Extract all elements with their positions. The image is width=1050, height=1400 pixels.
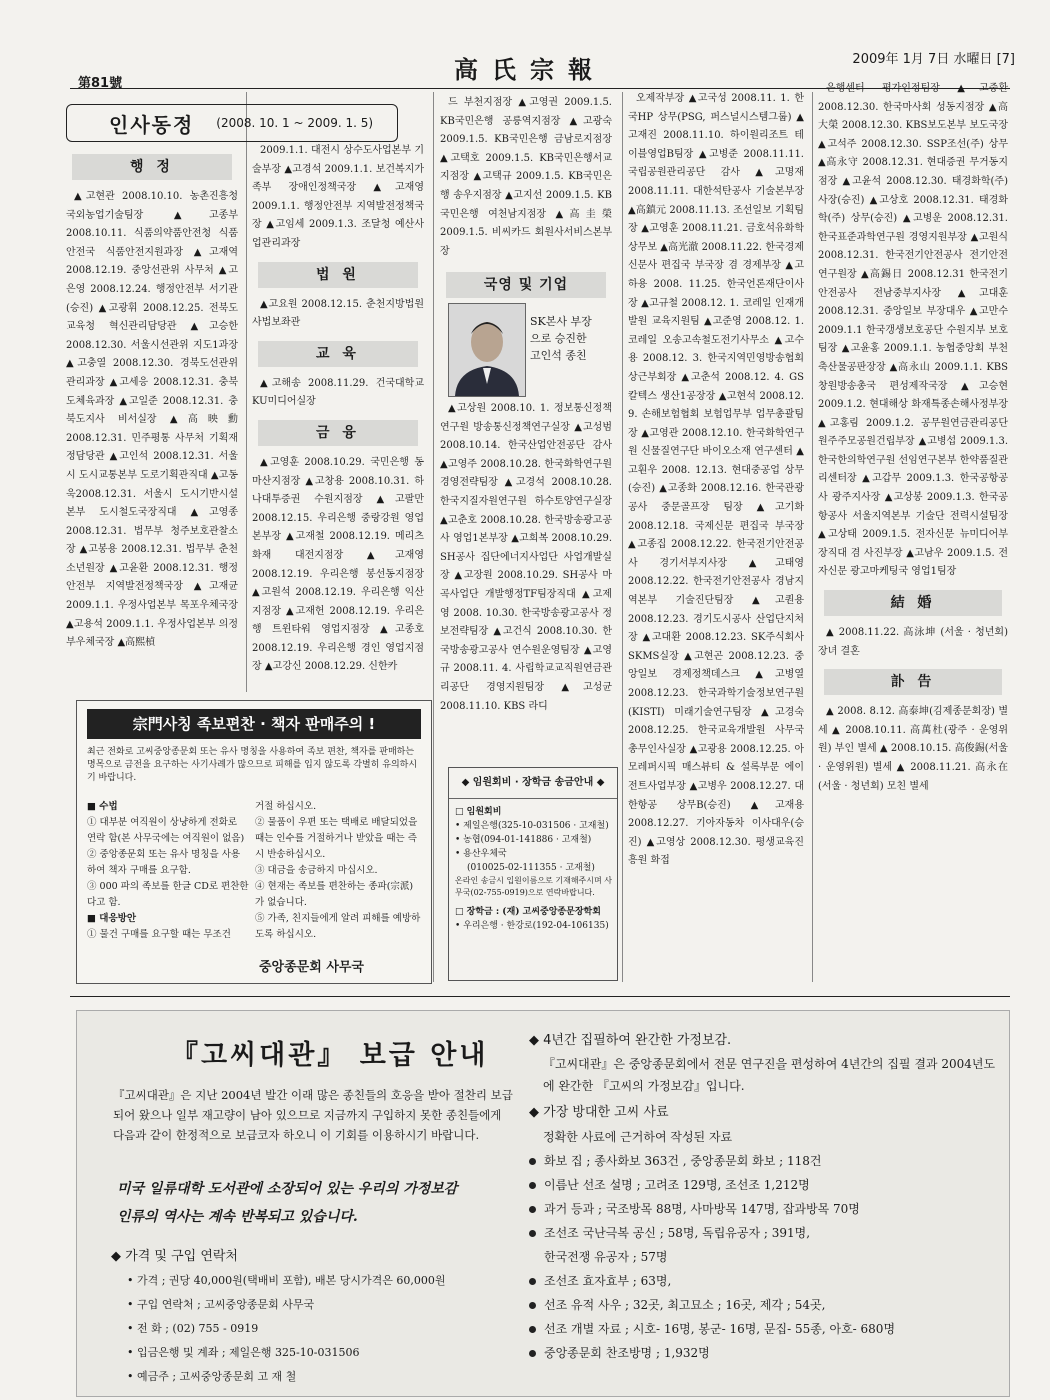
payment-title: ◆ 임원회비 · 장학금 송금안내 ◆: [449, 768, 617, 799]
column-2: [252, 142, 424, 694]
ad-feature-text: 정확한 사료에 근거하여 작성된 자료: [543, 1130, 733, 1144]
ad-bullet: 선조 유적 사우 ; 32곳, 최고묘소 ; 16곳, 제각 ; 54곳,: [529, 1293, 999, 1317]
column-5: [818, 80, 1008, 980]
warning-item: ② 물품이 우편 또는 택배로 배달되었을 때는 인수를 거절하거나 받았을 때는 즉시 반송하십시오.: [255, 817, 418, 860]
ad-price-item: • 전 화 ; (02) 755 - 0919: [127, 1322, 259, 1335]
ad-price-heading: ◆ 가격 및 구입 연락처: [111, 1249, 238, 1264]
admin-text-cont: 2009.1.1. 대전시 상수도사업본부 기술부장 ▲고경석 2009.1.1. 보건복지가족부 장애인정책국장 ▲고재영 2009.1.1. 행정안전부 지역발전정책국장 ▲고임세 2009.1.3. 조달청 예산사업관리과장: [252, 145, 424, 249]
payment-dues-heading: □ 임원회비: [455, 807, 502, 817]
ad-price-list: [127, 1269, 547, 1389]
column-1: [66, 146, 238, 694]
warning-title: 宗門사칭 족보편찬 · 책자 판매주의 !: [87, 709, 421, 739]
bullet-icon: [529, 1206, 536, 1213]
ad-bullet: 조선조 효자효부 ; 63명,: [529, 1269, 999, 1293]
column-3-top: [440, 94, 612, 274]
warning-signature: 중앙종문회 사무국: [259, 960, 364, 975]
ad-bullet: 선조 개별 자료 ; 시호- 16명, 봉군- 16명, 문집- 55종, 아호- 680명: [529, 1317, 999, 1341]
ad-feature-text: 『고씨대관』은 중앙종문회에서 전문 연구진을 편성하여 4년간의 집필 결과 2004년도에 완간한 『고씨의 가정보감』입니다.: [543, 1057, 996, 1093]
payment-line: • 제일은행(325-10-031506 · 고재철): [455, 821, 609, 831]
warning-left-column: [87, 799, 249, 943]
public-text-cont: 오제작부장 ▲고국성 2008.11. 1. 한국HP 상무(PSG, 퍼스널시스템그룹) ▲고재진 2008.11.10. 하이원리조트 테이블영업B팀장 ▲고병준 2008.11.11. 국립공원관리공단 감사 ▲고명재 2008.11.11. 대한석탄공사 기술본부장 ▲高鎮元 2008.11.13. 조선일보 기획팀장 ▲고영훈 2008.11.21. 금호석유화학 상무보 ▲高光澈 2008.11.22. 한국경제신문사 편집국 부국장 겸 경제부장 ▲고하용 2008. 11.25. 한국언론재단이사장 ▲고규철 2008.12. 1. 코레일 인재개발원 교육지원팀 ▲고준영 2008.12. 1. 코레일 오송고속철도전기사무소 ▲고수용 2008.12. 3. 한국지역민영방송협회 상근부회장 ▲고춘석 2008.12. 4. GS칼텍스 생산1공장장 ▲고현석 2008.12. 9. 손해보험협회 보험업무부 업무총괄팀장 ▲고영관 2008.12.10. 한국화학연구원 신물질연구단 바이오소재 연구센터 ▲고훤우 2008. 12.13. 현대중공업 상무(승진) ▲고종화 2008.12.16. 한국관광공사 중문골프장 팀장 ▲고기화 2008.12.18. 국제신문 편집국 부국장 ▲고종집 2008.12.22. 한국전기안전공사 경기서부지사장 ▲고태영 2008.12.22. 한국전기안전공사 경남지역본부 기술진단팀장 ▲고퀀용 2008.12.23. 경기도시공사 산업단지처장 ▲고대환 2008.12.23. SK주식회사 SKMS실장 ▲고현곤 2008.12.23. 중앙일보 경제정책데스크 ▲고병열 2008.12.23. 한국과학기술정보연구원(KISTI) 미래기술연구팀장 ▲고경숙 2008.12.25. 한국교육개발원 사무국 총무인사실장 ▲고광용 2008.12.25. 아모레퍼시픽 매스뷰티 & 설록부문 에이전트사업부장 ▲고병우 2008.12.27. 대한항공 상무B(승진) ▲고재용 2008.12.27. 기아자동차 이사대우(승진) ▲고영상 2008.12.30. 평생교육진흥원 화접: [628, 93, 804, 867]
bullet-icon: [529, 1278, 536, 1285]
payment-line: • 농협(094-01-141886 · 고재철): [455, 835, 592, 845]
ad-slogan-line: 인류의 역사는 계속 반복되고 있습니다.: [117, 1209, 358, 1225]
column-divider: [622, 92, 623, 982]
warning-item: ③ 대금을 송금하지 마십시오.: [255, 865, 378, 876]
book-advertisement: [76, 1010, 1010, 1397]
ad-bullet: 중앙종문회 찬조방명 ; 1,932명: [529, 1341, 999, 1365]
bullet-icon: [529, 1158, 536, 1165]
ad-bullet: 화보 집 ; 종사화보 363건 , 중앙종문회 화보 ; 118건: [529, 1149, 999, 1173]
court-text: ▲고요원 2008.12.15. 춘천지방법원 사법보좌관: [252, 298, 424, 329]
column-divider: [812, 92, 813, 982]
payment-info-box: [448, 767, 618, 981]
section-public: 국영 및 기업: [446, 272, 606, 298]
edu-text: ▲고해송 2008.11.29. 건국대학교 KU미디어실장: [252, 377, 424, 408]
column-3: [440, 400, 612, 760]
personnel-title-box: [66, 104, 398, 142]
ad-slogan-line: 미국 일류대학 도서관에 소장되어 있는 우리의 가정보감: [117, 1181, 458, 1197]
warning-method-heading: ■ 수법: [87, 801, 118, 812]
column-divider: [246, 92, 247, 692]
warning-item: ⑤ 가족, 친지들에게 알려 피해를 예방하도록 하십시오.: [255, 913, 421, 940]
section-court: 법 원: [258, 262, 418, 288]
ad-price-item: • 구입 연락처 ; 고씨중앙종문회 사무국: [127, 1298, 315, 1311]
obituary-text: ▲ 2008. 8.12. 高泰坤(김제종문회장) 별세 ▲ 2008.10.11. 高萬杜(광주 · 운영위원) 부인 별세 ▲ 2008.10.15. 高俊錫(서울 · 운영위원) 별세 ▲ 2008.11.21. 高永在(서울 · 청년회) 모친 별세: [818, 706, 1008, 792]
issue-number: 第81號: [78, 76, 123, 91]
public-text: ▲고상원 2008.10. 1. 정보통신정책연구원 방송통신정책연구실장 ▲고성범 2008.10.14. 한국산업안전공단 감사 ▲고영주 2008.10.28. 한국화학연구원 경영전략팀장 ▲고경석 2008.10.28. 한국지질자원연구원 하수토양연구실장 ▲고춘호 2008.10.28. 한국방송광고공사 영업1본부장 ▲고희복 2008.10.29. SH공사 집단에너지사업단 사업개발실장 ▲고장원 2008.10.29. SH공사 마곡사업단 개발행정TF팀장직대 ▲고제영 2008. 10.30. 한국방송광고공사 정보전략팀장 ▲고건식 2008.10.30. 한국방송광고공사 연수원운영팀장 ▲고영규 2008.11. 4. 사립학교교직원연금관리공단 경영지원팀장 ▲고성균 2008.11.10. KBS 라디: [440, 403, 612, 712]
section-wedding: 結 婚: [824, 590, 1002, 616]
ad-bullet-cont: 한국전쟁 유공자 ; 57명: [544, 1250, 668, 1264]
public-text-cont2: 은행센터 평가인정팀장 ▲고중환 2008.12.30. 한국마사회 성동지점장 ▲高大榮 2008.12.30. KBS보도본부 보도국장 ▲고석주 2008.12.30. SSP조선(주) 상무 ▲高永守 2008.12.31. 현대증권 무거동지점장 ▲고윤석 2008.12.30. 태경화학(주) 사장(승진) ▲고상호 2008.12.31. 태경화학(주) 상무(승진) ▲고병운 2008.12.31. 한국표준과학연구원 경영지원부장 ▲고원식 2008.12.31. 한국전기안전공사 전기안전연구원장 ▲高錫日 2008.12.31 한국전기안전공사 전남중부지사장 ▲고대훈 2008.12.31. 중앙일보 부장대우 ▲고만수 2009.1.1 한국갱생보호공단 수원지부 보호팀장 ▲고윤홍 2009.1.1. 농협중앙회 부천축산물공판장장 ▲高永山 2009.1.1. KBS 창원방송총국 편성제작국장 ▲고승현 2009.1.2. 현대해상 화재특종손해사정부장 ▲고홍림 2009.1.2. 공무원연금관리공단 원주주모공원건립부장 ▲고병섭 2009.1.3. 한국한의학연구원 선임연구본부 한약품질관리센터장 ▲고갑무 2009.1.3. 한국공항공사 광주지사장 ▲고상봉 2009.1.3. 한국공항공사 서울지역본부 기술단 전력시설팀장 ▲고상태 2009.1.5. 전자신문 뉴미디어부장직대 겸 사진부장 ▲고남우 2009.1.5. 전자신문 광고마케팅국 영업1팀장: [818, 83, 1008, 578]
section-rule: [70, 996, 1010, 997]
warning-response-heading: ■ 대응방안: [87, 913, 136, 924]
ad-title: 『고씨대관』 보급 안내: [171, 1040, 489, 1071]
finance-text: ▲고영훈 2008.10.29. 국민은행 동마산지점장 ▲고창용 2008.10.31. 하나대투증권 수원지점장 ▲고팔만 2008.12.15. 우리은행 중랑강원 영업본부장 ▲고재철 2008.12.19. 메리츠화재 대전지점장 ▲고재영 2008.12.19. 우리은행 봉선동지점장 ▲고원석 2008.12.19. 우리은행 익산지점장 ▲고재헌 2008.12.19. 우리은행 트윈타워 영업지점장 ▲고종호 2008.12.19. 우리은행 경인 영업지점장 ▲고강신 2008.12.29. 신한카: [252, 456, 424, 673]
fraud-warning-box: [76, 700, 432, 984]
portrait-icon: [449, 304, 525, 396]
warning-intro: 최근 전화로 고씨중앙종문회 또는 유사 명칭을 사용하여 족보 편찬, 책자를 판매하는 명목으로 금전을 요구하는 사기사례가 많으므로 피해를 입지 않도록 각별히 유의하시기 바랍니다.: [87, 747, 418, 783]
section-finance: 금 융: [258, 420, 418, 446]
finance-text-cont: 드 부천지점장 ▲고영권 2009.1.5. KB국민은행 공릉역지점장 ▲고광숙 2009.1.5. KB국민은행 금남로지점장 ▲고택호 2009.1.5. KB국민은행서교지점장 ▲고택규 2009.1.5. KB국민은행 송우지점장 ▲고지선 2009.1.5. KB국민은행 여천남지점장 ▲高圭榮 2009.1.5. 비씨카드 회원사서비스본부장: [440, 97, 612, 257]
newspaper-title: 高氏宗報: [454, 55, 606, 84]
ad-slogan: [117, 1175, 527, 1231]
ad-bullet: 과거 등과 ; 국조방목 88명, 사마방목 147명, 잡과방목 70명: [529, 1197, 999, 1221]
ad-price-item: • 입금은행 및 계좌 ; 제일은행 325-10-031506: [127, 1346, 360, 1359]
column-divider: [433, 92, 434, 982]
payment-line: (010025-02-111355 · 고재철): [467, 863, 595, 873]
warning-item: ① 대부분 여직원이 상냥하게 전화로 연락 함(본 사무국에는 여직원이 없음): [87, 817, 245, 844]
bullet-icon: [529, 1302, 536, 1309]
bullet-icon: [529, 1182, 536, 1189]
payment-note: 온라인 송금시 입원이름으로 기재해주시며 사무국(02-755-0919)으로 연락바랍니다.: [455, 876, 613, 897]
photo-caption: SK본사 부장으로 승진한 고인석 종친: [530, 315, 592, 362]
column-4: [628, 90, 804, 980]
ad-feature-heading: ◆ 가장 방대한 고씨 사료: [529, 1105, 669, 1120]
personnel-period: (2008. 10. 1 ~ 2009. 1. 5): [216, 116, 374, 130]
section-obituary: 訃 告: [824, 669, 1002, 695]
personnel-title: 인사동정: [109, 112, 195, 137]
warning-item: ④ 현재는 족보를 편찬하는 종파(宗派)가 없습니다.: [255, 881, 414, 908]
warning-right-column: [255, 799, 421, 943]
ad-right-column: [529, 1029, 999, 1365]
warning-item: 거절 하십시오.: [255, 801, 317, 812]
column-3-section: [440, 270, 612, 300]
wedding-text: ▲ 2008.11.22. 高泳坤 (서울 · 청년회) 장녀 결혼: [818, 627, 1008, 657]
admin-text: ▲고현관 2008.10.10. 농촌진흥청 국외농업기술팀장 ▲고종부 2008.10.11. 식품의약품안전청 식품안전국 식품안전지원과장 ▲고재역 2008.12.19. 중앙선관위 사무처 ▲고은영 2008.12.24. 행정안전부 서기관(승진) ▲고광휘 2008.12.25. 전북도교육청 혁신관리담당관 ▲고승한 2008.12.30. 서울시선관위 지도1과장 ▲고충열 2008.12.30. 경북도선관위 관리과장 ▲고세응 2008.12.31. 충북도체육과장 ▲고일준 2008.12.31. 충북도지사 비서실장 ▲高映勳 2008.12.31. 민주평통 사무처 기획재정담당관 ▲고인석 2008.12.31. 서울시 도시교통본부 도로기획관직대 ▲고동욱2008.12.31. 서울시 도시기반시설본부 도시철도국장직대 ▲고영종 2008.12.31. 법무부 청주보호관찰소장 ▲고봉용 2008.12.31. 법무부 춘천소년원장 ▲고윤환 2008.12.31. 행정안전부 지역발전정책국장 ▲고재균 2009.1.1. 우정사업본부 목포우체국장 ▲고용석 2009.1.1. 우정사업본부 의정부우체국장 ▲高熙楨: [66, 191, 238, 649]
warning-item: ② 중앙종문회 또는 유사 명칭을 사용하여 책자 구매를 요구함.: [87, 849, 241, 876]
ad-price-item: • 가격 ; 권당 40,000원(택배비 포함), 배본 당시가격은 60,000원: [127, 1274, 446, 1287]
issue-date: 2009年 1月 7日 水曜日 [7]: [852, 52, 1015, 67]
ad-price-item: • 예금주 ; 고씨중앙종문회 고 재 철: [127, 1370, 297, 1383]
payment-line: • 우리은행 · 한강로(192-04-106135): [455, 921, 609, 931]
warning-item: ③ 000 파의 족보를 한글 CD로 편찬한다고 함.: [87, 881, 249, 908]
ad-feature-heading: ◆ 4년간 집필하여 완간한 가정보감.: [529, 1033, 732, 1048]
bullet-icon: [529, 1230, 536, 1237]
section-admin: 행 정: [72, 154, 232, 180]
ad-bullet: 이름난 선조 설명 ; 고려조 129명, 조선조 1,212명: [529, 1173, 999, 1197]
bullet-icon: [529, 1326, 536, 1333]
portrait-photo: [448, 303, 526, 397]
payment-line: • 용산우체국: [455, 849, 507, 859]
payment-scholarship-heading: □ 장학금 : (재) 고씨중앙종문장학회: [455, 907, 601, 917]
warning-item: ① 물건 구매를 요구할 때는 무조건: [87, 929, 231, 940]
section-edu: 교 육: [258, 341, 418, 367]
ad-bullet: 조선조 국난극복 공신 ; 58명, 독립유공자 ; 391명,: [529, 1221, 999, 1245]
ad-intro: 『고씨대관』은 지난 2004년 발간 이래 많은 종친들의 호응을 받아 절찬리 보급되어 왔으나 일부 재고량이 남아 있으므로 지금까지 구입하지 못한 종친들에게 다음과 같이 한정적으로 보급코자 하오니 이 기회를 이용하시기 바랍니다.: [113, 1088, 513, 1142]
bullet-icon: [529, 1350, 536, 1357]
